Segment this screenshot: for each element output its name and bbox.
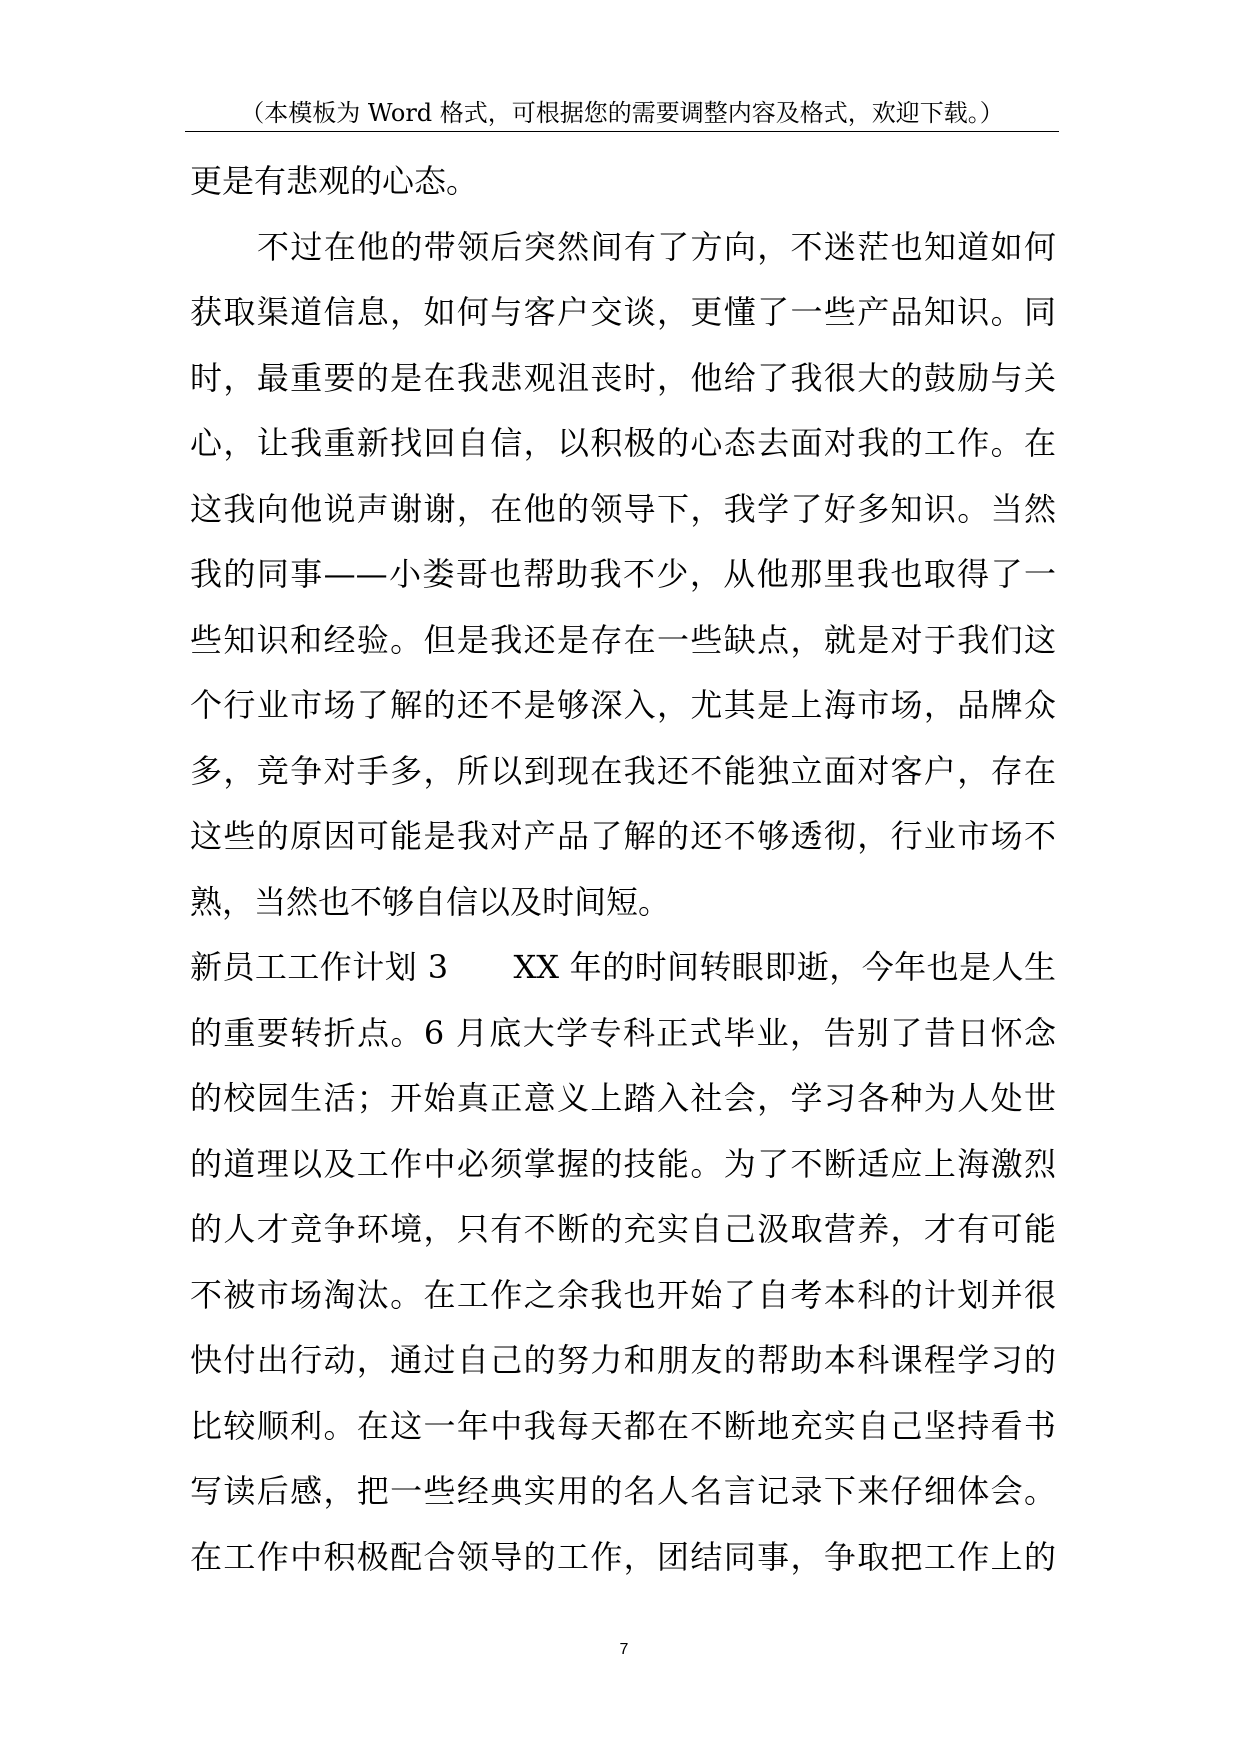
paragraph-line: 快付出行动，通过自己的努力和朋友的帮助本科课程学习的 bbox=[190, 1341, 1056, 1379]
paragraph-line: 我的同事——小娄哥也帮助我不少，从他那里我也取得了一 bbox=[190, 555, 1056, 593]
paragraph-line: 更是有悲观的心态。 bbox=[190, 162, 479, 200]
template-notice: （本模板为 Word 格式，可根据您的需要调整内容及格式，欢迎下载。） bbox=[240, 99, 1004, 127]
page-number: 7 bbox=[619, 1641, 629, 1658]
paragraph-line: 这些的原因可能是我对产品了解的还不够透彻，行业市场不 bbox=[190, 817, 1056, 855]
paragraph-line: 写读后感，把一些经典实用的名人名言记录下来仔细体会。 bbox=[190, 1472, 1056, 1510]
paragraph bbox=[190, 935, 1056, 1590]
paragraph-line: 不过在他的带领后突然间有了方向，不迷茫也知道如何 bbox=[257, 227, 1056, 266]
paragraph-line: 这我向他说声谢谢，在他的领导下，我学了好多知识。当然 bbox=[190, 489, 1056, 528]
paragraph-line: 不被市场淘汰。在工作之余我也开始了自考本科的计划并很 bbox=[190, 1275, 1056, 1314]
paragraph-line: 时，最重要的是在我悲观沮丧时，他给了我很大的鼓励与关 bbox=[190, 358, 1056, 397]
paragraph-line: 获取渠道信息，如何与客户交谈，更懂了一些产品知识。同 bbox=[190, 293, 1056, 331]
paragraph-line: 的道理以及工作中必须掌握的技能。为了不断适应上海激烈 bbox=[190, 1144, 1056, 1183]
paragraph-line: 多，竞争对手多，所以到现在我还不能独立面对客户，存在 bbox=[190, 751, 1056, 790]
document-body bbox=[190, 149, 1056, 1590]
paragraph bbox=[190, 215, 1056, 936]
paragraph-line: 比较顺利。在这一年中我每天都在不断地充实自己坚持看书 bbox=[190, 1406, 1056, 1445]
paragraph bbox=[190, 149, 1056, 215]
paragraph-line: 些知识和经验。但是我还是存在一些缺点，就是对于我们这 bbox=[190, 620, 1056, 659]
paragraph-line: 个行业市场了解的还不是够深入，尤其是上海市场，品牌众 bbox=[190, 686, 1056, 724]
paragraph-line: 在工作中积极配合领导的工作，团结同事，争取把工作上的 bbox=[190, 1537, 1056, 1576]
paragraph-line: 的校园生活；开始真正意义上踏入社会，学习各种为人处世 bbox=[190, 1079, 1056, 1117]
paragraph-line: 心，让我重新找回自信，以积极的心态去面对我的工作。在 bbox=[190, 424, 1056, 462]
paragraph-line: 熟，当然也不够自信以及时间短。 bbox=[190, 882, 671, 921]
header-rule bbox=[185, 131, 1059, 132]
paragraph-line: 的人才竞争环境，只有不断的充实自己汲取营养，才有可能 bbox=[190, 1210, 1056, 1248]
paragraph-line: 新员工工作计划 3 XX 年的时间转眼即逝，今年也是人生 bbox=[190, 948, 1056, 986]
paragraph-line: 的重要转折点。6 月底大学专科正式毕业，告别了昔日怀念 bbox=[190, 1013, 1056, 1052]
